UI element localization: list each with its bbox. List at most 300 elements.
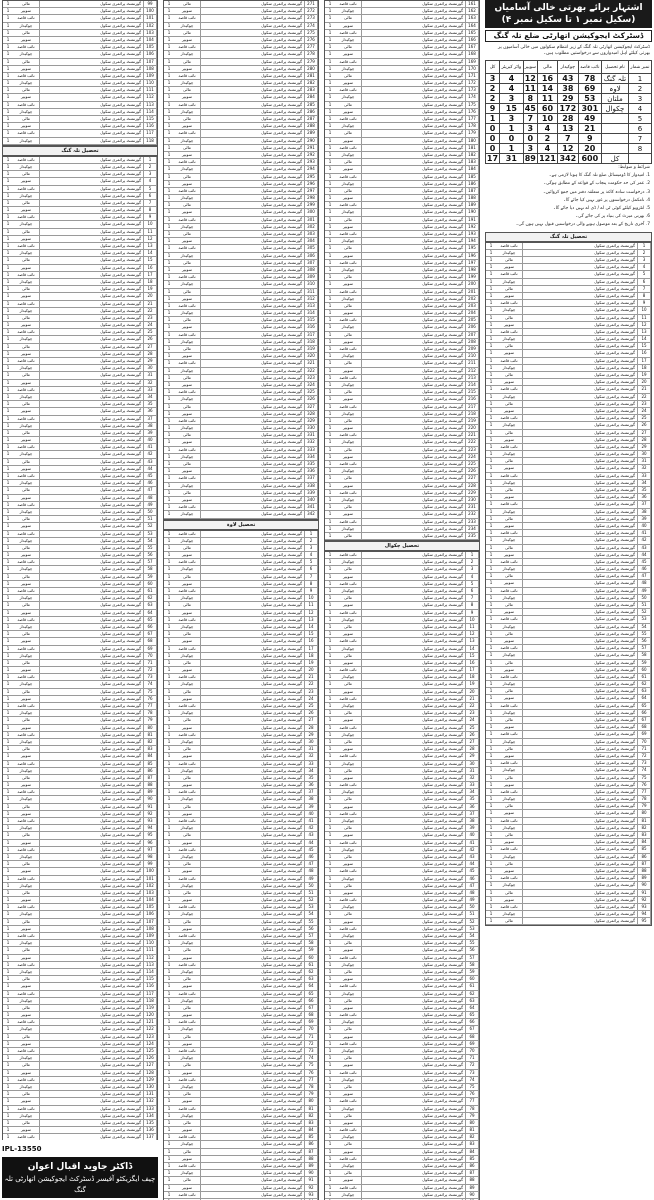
vacancy-count: 1 — [489, 717, 493, 722]
vacancy-count: 1 — [328, 231, 332, 236]
school-name: گورنمنٹ پرائمری سکول — [362, 145, 466, 151]
post-name: نائب قاصد — [174, 847, 201, 853]
vacancy-count: 1 — [328, 274, 332, 280]
school-name: گورنمنٹ پرائمری سکول — [362, 138, 466, 144]
list-item — [3, 610, 157, 617]
school-name: گورنمنٹ پرائمری سکول — [40, 789, 144, 795]
list-item — [164, 574, 318, 581]
serial-number: 2 — [305, 538, 318, 544]
vacancy-count: 1 — [167, 782, 171, 788]
serial-number: 90 — [305, 1170, 318, 1176]
serial-number: 88 — [638, 868, 651, 874]
list-item — [486, 660, 651, 667]
vacancy-count: 1 — [328, 8, 332, 14]
post-name: نائب قاصد — [335, 926, 362, 932]
list-item — [325, 825, 479, 832]
serial-number: 92 — [638, 897, 651, 903]
list-item — [486, 652, 651, 659]
school-name: گورنمنٹ پرائمری سکول — [523, 293, 638, 299]
school-name: گورنمنٹ پرائمری سکول — [40, 1062, 144, 1068]
serial-number: 31 — [305, 746, 318, 752]
serial-number: 25 — [144, 329, 157, 335]
list-item — [3, 94, 157, 101]
post-name: چوکیدار — [13, 566, 40, 572]
post-name: چوکیدار — [335, 789, 362, 795]
school-name: گورنمنٹ پرائمری سکول — [201, 1091, 305, 1097]
vacancy-count: 1 — [328, 144, 332, 150]
vacancy-count: 1 — [6, 228, 10, 234]
serial-number: 75 — [305, 1062, 318, 1068]
vacancy-count: 1 — [6, 108, 10, 114]
post-name: مالی — [335, 739, 362, 745]
serial-number: 337 — [305, 475, 318, 481]
post-name: چوکیدار — [496, 595, 523, 601]
list-item — [3, 602, 157, 609]
list-item — [325, 983, 479, 990]
vacancy-count: 1 — [167, 432, 171, 438]
post-name: سویپر — [496, 695, 523, 701]
serial-number: 299 — [305, 202, 318, 208]
school-name: گورنمنٹ پرائمری سکول — [40, 746, 144, 752]
list-item — [3, 301, 157, 308]
vacancy-count: 1 — [167, 108, 171, 114]
serial-number: 293 — [305, 159, 318, 165]
serial-number: 36 — [144, 408, 157, 414]
vacancy-count: 1 — [167, 588, 171, 593]
post-name: نائب قاصد — [174, 44, 201, 50]
vacancy-count: 1 — [489, 494, 493, 500]
list-item — [325, 854, 479, 861]
post-name: مالی — [174, 59, 201, 65]
school-name: گورنمنٹ پرائمری سکول — [40, 265, 144, 271]
vacancy-count: 1 — [328, 439, 332, 445]
post-name: نائب قاصد — [496, 846, 523, 852]
vacancy-count: 1 — [328, 15, 332, 21]
school-name: گورنمنٹ پرائمری سکول — [523, 552, 638, 558]
summary-table — [485, 60, 652, 164]
school-name: گورنمنٹ پرائمری سکول — [362, 533, 466, 539]
post-name: مالی — [13, 804, 40, 810]
list-item — [486, 286, 651, 293]
summary-row — [486, 114, 652, 124]
serial-number: 128 — [144, 1070, 157, 1076]
serial-number: 42 — [466, 847, 479, 853]
school-name: گورنمنٹ پرائمری سکول — [201, 353, 305, 359]
serial-number: 18 — [305, 653, 318, 659]
list-item — [164, 217, 318, 224]
school-name: گورنمنٹ پرائمری سکول — [362, 353, 466, 359]
list-item — [164, 911, 318, 918]
serial-number: 57 — [305, 933, 318, 939]
list-item — [164, 811, 318, 818]
serial-number: 43 — [144, 459, 157, 465]
serial-number: 32 — [305, 753, 318, 759]
vacancy-count: 1 — [328, 1004, 332, 1010]
vacancy-count: 1 — [6, 451, 10, 457]
school-name: گورنمنٹ پرائمری سکول — [40, 1048, 144, 1054]
school-name: گورنمنٹ پرائمری سکول — [201, 976, 305, 982]
school-name: گورنمنٹ پرائمری سکول — [40, 1120, 144, 1126]
vacancy-count: 1 — [6, 343, 10, 349]
vacancy-count: 1 — [167, 911, 171, 917]
list-item — [164, 511, 318, 518]
serial-number: 276 — [305, 37, 318, 43]
list-item — [164, 80, 318, 87]
vacancy-count: 1 — [6, 904, 10, 910]
serial-number: 6 — [305, 566, 318, 572]
school-name: گورنمنٹ پرائمری سکول — [523, 458, 638, 464]
school-name: گورنمنٹ پرائمری سکول — [362, 461, 466, 467]
vacancy-count: 1 — [167, 1, 171, 6]
vacancy-count: 1 — [328, 724, 332, 730]
serial-number: 278 — [305, 51, 318, 57]
vacancy-count: 1 — [6, 501, 10, 507]
post-name: مالی — [496, 343, 523, 349]
list-item — [164, 782, 318, 789]
list-item — [164, 30, 318, 37]
school-name: گورنمنٹ پرائمری سکول — [40, 991, 144, 997]
list-item — [325, 681, 479, 688]
serial-number: 64 — [466, 1005, 479, 1011]
school-name: گورنمنٹ پرائمری سکول — [201, 511, 305, 517]
vacancy-count: 1 — [167, 717, 171, 723]
vacancy-count: 1 — [489, 415, 493, 421]
post-name: سویپر — [174, 382, 201, 388]
list-item — [164, 44, 318, 51]
vacancy-count: 1 — [489, 810, 493, 816]
school-name: گورنمنٹ پرائمری سکول — [40, 30, 144, 36]
vacancy-count: 1 — [489, 465, 493, 471]
list-item — [325, 940, 479, 947]
serial-number: 6 — [144, 193, 157, 199]
post-name: چوکیدار — [174, 739, 201, 745]
vacancy-count: 1 — [167, 767, 171, 773]
school-name: گورنمنٹ پرائمری سکول — [201, 23, 305, 29]
post-name: سویپر — [13, 840, 40, 846]
school-name: گورنمنٹ پرائمری سکول — [40, 1026, 144, 1032]
post-name: چوکیدار — [335, 818, 362, 824]
vacancy-count: 1 — [6, 947, 10, 953]
post-name: سویپر — [335, 717, 362, 723]
vacancy-count: 1 — [489, 645, 493, 651]
serial-number: 222 — [466, 439, 479, 445]
list-item — [325, 526, 479, 533]
list-item — [164, 504, 318, 511]
post-name: مالی — [496, 430, 523, 436]
school-name: گورنمنٹ پرائمری سکول — [362, 681, 466, 687]
post-name: مالی — [335, 533, 362, 539]
post-name: چوکیدار — [335, 152, 362, 158]
school-name: گورنمنٹ پرائمری سکول — [362, 389, 466, 395]
school-name: گورنمنٹ پرائمری سکول — [40, 890, 144, 896]
serial-number: 185 — [466, 174, 479, 180]
vacancy-count: 1 — [328, 1076, 332, 1082]
school-name: گورنمنٹ پرائمری سکول — [201, 1120, 305, 1126]
school-name: گورنمنٹ پرائمری سکول — [40, 689, 144, 695]
list-item — [325, 195, 479, 202]
serial-number: 100 — [144, 868, 157, 874]
school-name: گورنمنٹ پرائمری سکول — [201, 983, 305, 989]
school-name: گورنمنٹ پرائمری سکول — [201, 1113, 305, 1119]
serial-number: 63 — [466, 998, 479, 1004]
serial-number: 66 — [466, 1019, 479, 1025]
vacancy-count: 1 — [6, 322, 10, 328]
serial-number: 116 — [144, 123, 157, 129]
post-name: چوکیدار — [174, 224, 201, 230]
list-item — [486, 372, 651, 379]
list-item — [3, 1098, 157, 1105]
list-item — [325, 504, 479, 511]
school-name: گورنمنٹ پرائمری سکول — [201, 840, 305, 846]
post-name: چوکیدار — [496, 480, 523, 486]
school-name: گورنمنٹ پرائمری سکول — [40, 15, 144, 21]
summary-header-cell: نمبر شمار — [628, 61, 651, 74]
serial-number: 312 — [305, 296, 318, 302]
list-item — [325, 238, 479, 245]
school-name: گورنمنٹ پرائمری سکول — [362, 911, 466, 917]
post-name: مالی — [335, 15, 362, 21]
list-item — [3, 638, 157, 645]
school-name: گورنمنٹ پرائمری سکول — [201, 646, 305, 652]
vacancy-count: 1 — [489, 609, 493, 615]
list-item — [3, 459, 157, 466]
vacancy-count: 1 — [6, 918, 10, 924]
post-name: چوکیدار — [174, 425, 201, 431]
serial-number: 65 — [466, 1012, 479, 1018]
vacancy-count: 1 — [6, 925, 10, 931]
list-item — [164, 310, 318, 317]
post-name: چوکیدار — [335, 588, 362, 594]
school-name: گورنمنٹ پرائمری سکول — [362, 37, 466, 43]
school-name: گورنمنٹ پرائمری سکول — [40, 116, 144, 122]
vacancy-count: 1 — [167, 868, 171, 874]
post-name: چوکیدار — [496, 854, 523, 860]
summary-cell: 13 — [558, 124, 578, 134]
list-item — [486, 315, 651, 322]
vacancy-count: 1 — [328, 875, 332, 881]
post-name: نائب قاصد — [13, 1019, 40, 1025]
school-name: گورنمنٹ پرائمری سکول — [362, 1041, 466, 1047]
list-item — [164, 461, 318, 468]
vacancy-count: 1 — [6, 130, 10, 136]
list-item — [325, 818, 479, 825]
school-name: گورنمنٹ پرائمری سکول — [40, 947, 144, 953]
serial-number: 122 — [144, 1026, 157, 1032]
vacancy-count: 1 — [328, 1141, 332, 1147]
school-name: گورنمنٹ پرائمری سکول — [523, 473, 638, 479]
post-name: مالی — [13, 257, 40, 263]
serial-number: 69 — [638, 731, 651, 737]
list-item — [486, 480, 651, 487]
school-name: گورنمنٹ پرائمری سکول — [362, 174, 466, 180]
vacancy-count: 1 — [167, 1155, 171, 1161]
serial-number: 10 — [466, 617, 479, 623]
school-name: گورنمنٹ پرائمری سکول — [362, 59, 466, 65]
serial-number: 190 — [466, 209, 479, 215]
post-name: نائب قاصد — [335, 289, 362, 295]
list-item — [164, 109, 318, 116]
list-item — [486, 451, 651, 458]
post-name: سویپر — [335, 483, 362, 489]
post-name: مالی — [174, 317, 201, 323]
vacancy-count: 1 — [328, 288, 332, 294]
serial-number: 30 — [144, 365, 157, 371]
school-name: گورنمنٹ پرائمری سکول — [40, 998, 144, 1004]
serial-number: 288 — [305, 123, 318, 129]
list-item — [164, 1185, 318, 1192]
post-name: سویپر — [13, 8, 40, 14]
serial-number: 89 — [638, 875, 651, 881]
list-item — [325, 775, 479, 782]
vacancy-count: 1 — [328, 825, 332, 831]
post-name: نائب قاصد — [496, 760, 523, 766]
school-name: گورنمنٹ پرائمری سکول — [362, 375, 466, 381]
serial-number: 171 — [466, 73, 479, 79]
summary-cell: 12 — [524, 74, 536, 83]
vacancy-count: 1 — [328, 1012, 332, 1018]
serial-number: 106 — [144, 51, 157, 57]
post-name: چوکیدار — [13, 109, 40, 115]
post-name: سویپر — [174, 468, 201, 474]
school-name: گورنمنٹ پرائمری سکول — [201, 703, 305, 709]
school-name: گورنمنٹ پرائمری سکول — [523, 710, 638, 716]
serial-number: 322 — [305, 368, 318, 374]
post-name: چوکیدار — [496, 911, 523, 917]
school-name: گورنمنٹ پرائمری سکول — [362, 1019, 466, 1025]
vacancy-count: 1 — [489, 422, 493, 428]
post-name: نائب قاصد — [13, 329, 40, 335]
post-name: سویپر — [13, 351, 40, 357]
school-name: گورنمنٹ پرائمری سکول — [201, 1, 305, 7]
serial-number: 99 — [144, 861, 157, 867]
list-item — [486, 545, 651, 552]
vacancy-count: 1 — [167, 1083, 171, 1089]
vacancy-count: 1 — [328, 525, 332, 531]
post-name: مالی — [335, 566, 362, 572]
post-name: سویپر — [13, 1098, 40, 1104]
post-name: سویپر — [335, 1177, 362, 1183]
vacancy-count: 1 — [489, 379, 493, 385]
serial-number: 91 — [638, 890, 651, 896]
list-item — [325, 159, 479, 166]
list-item — [486, 911, 651, 918]
post-name: سویپر — [496, 293, 523, 299]
post-name: سویپر — [174, 753, 201, 759]
serial-number: 39 — [466, 825, 479, 831]
serial-number: 176 — [466, 109, 479, 115]
serial-number: 73 — [638, 760, 651, 766]
serial-number: 61 — [144, 588, 157, 594]
post-name: سویپر — [496, 724, 523, 730]
school-name: گورنمنٹ پرائمری سکول — [201, 531, 305, 537]
post-name: چوکیدار — [496, 250, 523, 256]
vacancy-count: 1 — [328, 496, 332, 502]
list-item — [325, 303, 479, 310]
list-item — [325, 962, 479, 969]
list-item — [3, 186, 157, 193]
serial-number: 18 — [144, 279, 157, 285]
vacancy-count: 1 — [328, 511, 332, 517]
serial-number: 77 — [144, 703, 157, 709]
post-name: نائب قاصد — [496, 703, 523, 709]
serial-number: 308 — [305, 267, 318, 273]
serial-number: 40 — [638, 523, 651, 529]
post-name: سویپر — [13, 380, 40, 386]
school-name: گورنمنٹ پرائمری سکول — [362, 454, 466, 460]
list-item — [325, 646, 479, 653]
vacancy-count: 1 — [489, 458, 493, 464]
school-name: گورنمنٹ پرائمری سکول — [201, 238, 305, 244]
serial-number: 211 — [466, 360, 479, 366]
list-item — [325, 653, 479, 660]
vacancy-count: 1 — [489, 307, 493, 313]
serial-number: 105 — [144, 904, 157, 910]
school-name: گورنمنٹ پرائمری سکول — [40, 123, 144, 129]
list-item — [3, 229, 157, 236]
list-item — [164, 1062, 318, 1069]
vacancy-count: 1 — [6, 22, 10, 28]
post-name: نائب قاصد — [174, 962, 201, 968]
vacancy-count: 1 — [489, 688, 493, 694]
serial-number: 187 — [466, 188, 479, 194]
vacancy-count: 1 — [6, 588, 10, 593]
list-item — [164, 396, 318, 403]
vacancy-count: 1 — [6, 487, 10, 493]
serial-number: 84 — [144, 753, 157, 759]
list-item — [3, 344, 157, 351]
serial-number: 100 — [144, 8, 157, 14]
vacancy-count: 1 — [6, 293, 10, 299]
school-name: گورنمنٹ پرائمری سکول — [40, 725, 144, 731]
serial-number: 285 — [305, 102, 318, 108]
list-item — [164, 825, 318, 832]
vacancy-count: 1 — [328, 731, 332, 737]
vacancy-count: 1 — [328, 566, 332, 572]
list-item — [164, 267, 318, 274]
vacancy-count: 1 — [328, 461, 332, 466]
serial-number: 21 — [638, 386, 651, 392]
serial-number: 37 — [144, 416, 157, 422]
serial-number: 6 — [466, 588, 479, 594]
post-name: چوکیدار — [335, 732, 362, 738]
list-item — [3, 408, 157, 415]
post-name: نائب قاصد — [335, 490, 362, 496]
list-item — [325, 1149, 479, 1156]
post-name: چوکیدار — [496, 710, 523, 716]
serial-number: 50 — [305, 883, 318, 889]
vacancy-count: 1 — [167, 753, 171, 759]
vacancy-count: 1 — [167, 933, 171, 938]
list-item — [164, 8, 318, 15]
vacancy-count: 1 — [167, 839, 171, 845]
list-item — [3, 523, 157, 530]
school-name: گورنمنٹ پرائمری سکول — [201, 717, 305, 723]
serial-number: 21 — [305, 674, 318, 680]
list-item — [164, 1005, 318, 1012]
school-name: گورنمنٹ پرائمری سکول — [201, 753, 305, 759]
list-item — [325, 969, 479, 976]
post-name: مالی — [335, 998, 362, 1004]
serial-number: 221 — [466, 432, 479, 438]
post-name: مالی — [174, 689, 201, 695]
school-name: گورنمنٹ پرائمری سکول — [362, 955, 466, 961]
school-name: گورنمنٹ پرائمری سکول — [362, 346, 466, 352]
list-item — [3, 138, 157, 145]
serial-number: 178 — [466, 123, 479, 129]
vacancy-count: 1 — [328, 1134, 332, 1140]
summary-cell: 3 — [499, 114, 523, 124]
serial-number: 51 — [144, 516, 157, 522]
